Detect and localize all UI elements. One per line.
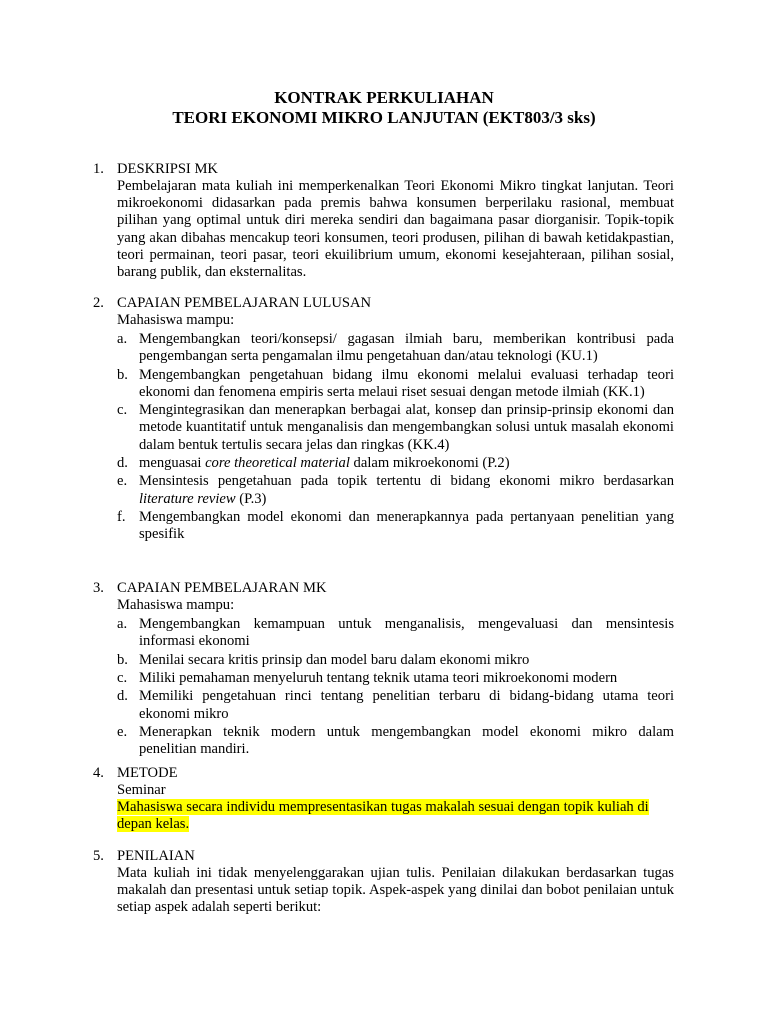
section-intro: Mahasiswa mampu: — [117, 312, 235, 328]
method-line: Seminar — [117, 782, 166, 798]
list-item — [117, 509, 674, 543]
list-letter: a. — [117, 331, 128, 347]
list-item-text: Miliki pemahaman menyeluruh tentang teknik utama teori mikroekonomi modern — [139, 669, 618, 686]
list-letter: d. — [117, 454, 128, 471]
list-item-text-post: (P.3) — [235, 490, 267, 507]
list-item-text-post: dalam mikroekonomi (P.2) — [349, 454, 510, 471]
list-item — [117, 670, 674, 687]
section-number: 2. — [93, 295, 104, 311]
section-title: CAPAIAN PEMBELAJARAN MK — [117, 580, 327, 596]
outcome-list — [117, 616, 674, 760]
document-title: KONTRAK PERKULIAHAN — [274, 88, 494, 107]
list-item — [117, 331, 674, 365]
list-item — [117, 455, 674, 472]
list-item-text: Mengembangkan kemampuan untuk menganalisis, mengevaluasi dan mensintesis informasi ekonomi — [139, 616, 674, 650]
section-number: 1. — [93, 161, 104, 177]
list-item-text: Menilai secara kritis prinsip dan model baru dalam ekonomi mikro — [139, 651, 530, 668]
list-item — [117, 688, 674, 722]
document-subtitle: TEORI EKONOMI MIKRO LANJUTAN (EKT803/3 sks) — [172, 108, 596, 127]
section-number: 3. — [93, 580, 104, 596]
list-letter: e. — [117, 723, 128, 740]
list-item — [117, 473, 674, 507]
highlighted-paragraph — [117, 799, 674, 833]
highlighted-text: Mahasiswa secara individu mempresentasikan tugas makalah sesuai dengan topik kuliah di depan kelas. — [117, 799, 649, 833]
list-item — [117, 724, 674, 758]
section-title: METODE — [117, 765, 178, 781]
list-item-emphasis: literature review — [139, 490, 236, 507]
list-item — [117, 402, 674, 454]
list-item-text: Menerapkan teknik modern untuk mengembangkan model ekonomi mikro dalam penelitian mandiri. — [139, 723, 674, 758]
list-letter: f. — [117, 508, 126, 525]
outcome-list — [117, 331, 674, 545]
section-intro: Mahasiswa mampu: — [117, 597, 235, 613]
list-item-text: Mengintegrasikan dan menerapkan berbagai alat, konsep dan prinsip-prinsip ekonomi dan metode kuantitatif untuk menganalisis dan mengembangkan solusi untuk masalah ekonomi dalam bentuk tertulis secara jelas dan ringkas (KK.4) — [139, 402, 674, 453]
list-letter: b. — [117, 651, 128, 668]
list-item-text: Mengembangkan pengetahuan bidang ilmu ekonomi melalui evaluasi terhadap teori ekonomi dan fenomena empiris serta melaui riset sesuai dengan metode ilmiah (KK.1) — [139, 366, 674, 400]
list-item-text-pre: Mensintesis pengetahuan pada topik tertentu di bidang ekonomi mikro berdasarkan — [139, 473, 674, 490]
list-letter: d. — [117, 688, 128, 705]
list-letter: e. — [117, 473, 128, 490]
list-item-text-pre: menguasai — [139, 454, 206, 471]
list-letter: a. — [117, 616, 128, 632]
section-title: DESKRIPSI MK — [117, 161, 218, 177]
section-title: CAPAIAN PEMBELAJARAN LULUSAN — [117, 295, 372, 311]
list-item-text: Mengembangkan model ekonomi dan menerapkannya pada pertanyaan penelitian yang spesifik — [139, 508, 674, 543]
section-paragraph: Mata kuliah ini tidak menyelenggarakan ujian tulis. Penilaian dilakukan berdasarkan tugas makalah dan presentasi untuk setiap topik. Aspek-aspek yang dinilai dan bobot penilaian untuk setiap aspek adalah seperti berikut: — [117, 865, 674, 916]
list-letter: c. — [117, 402, 128, 419]
list-letter: c. — [117, 669, 128, 686]
section-title: PENILAIAN — [117, 848, 195, 864]
list-item — [117, 616, 674, 650]
list-letter: b. — [117, 366, 128, 383]
list-item — [117, 367, 674, 401]
list-item-emphasis: core theoretical material — [205, 454, 350, 471]
list-item — [117, 652, 674, 669]
list-item-text: Mengembangkan teori/konsepsi/ gagasan ilmiah baru, memberikan kontribusi pada pengembangan serta pengamalan ilmu pengetahuan dan/atau teknologi (KU.1) — [139, 331, 674, 365]
section-paragraph: Pembelajaran mata kuliah ini memperkenalkan Teori Ekonomi Mikro tingkat lanjutan. Teori mikroekonomi didasarkan pada premis bahwa konsumen berperilaku rasional, membuat pilihan yang optimal untuk diri mereka sendiri dan bagaimana pasar diorganisir. Topik-topik yang akan dibahas mencakup teori konsumen, teori produsen, pilihan di bawah ketidakpastian, teori permainan, teori pasar, teori ekuilibrium umum, ekonomi kesejahteraan, pilihan sosial, barang publik, dan eksternalitas. — [117, 178, 674, 281]
section-number: 5. — [93, 848, 104, 864]
list-item-text: Memiliki pengetahuan rinci tentang penelitian terbaru di bidang-bidang utama teori ekonomi mikro — [139, 688, 674, 722]
section-number: 4. — [93, 765, 104, 781]
